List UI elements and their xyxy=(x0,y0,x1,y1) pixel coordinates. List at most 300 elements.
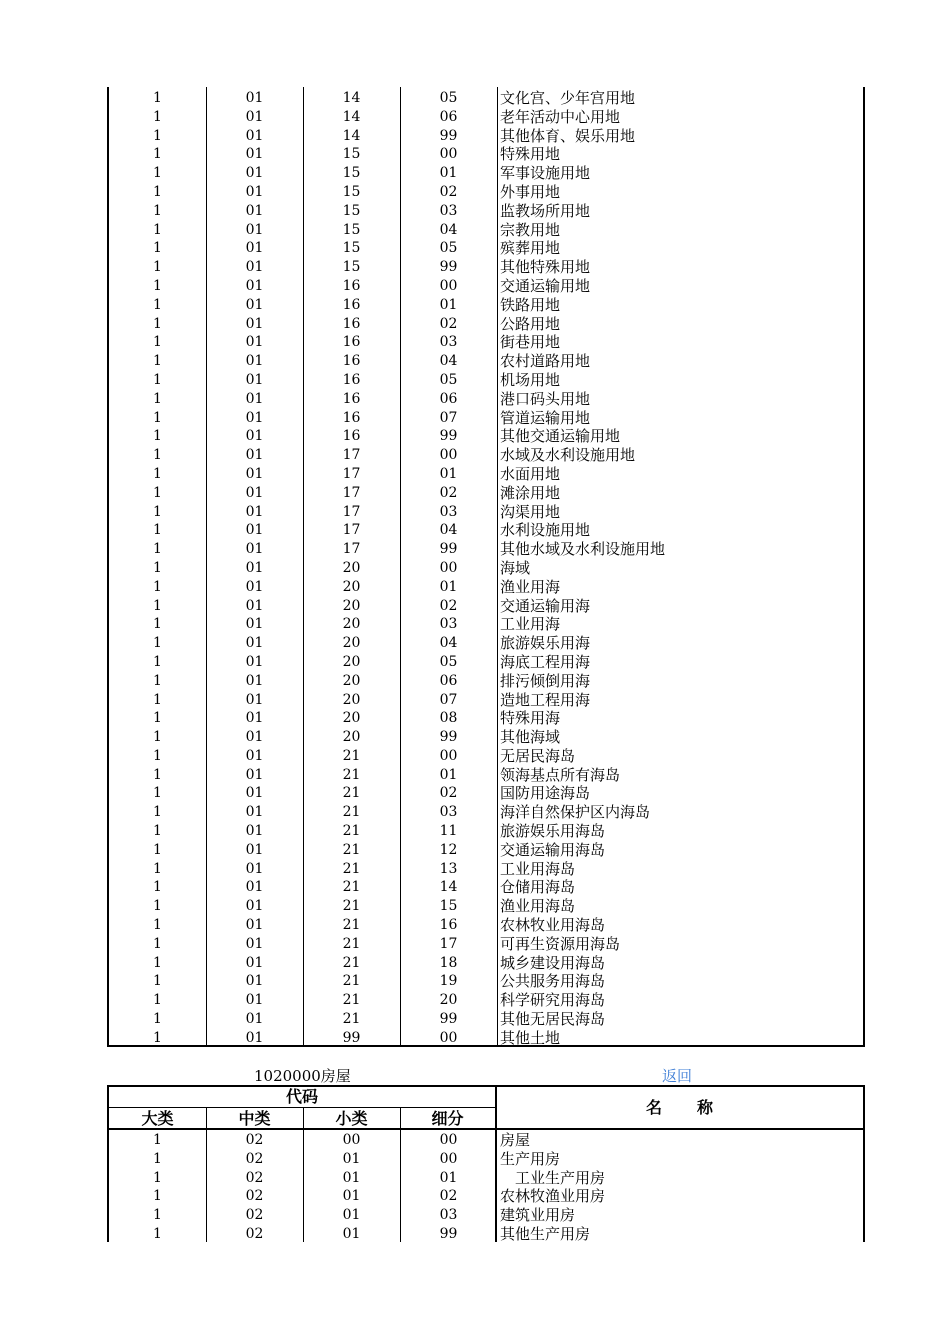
cell-middle: 01 xyxy=(245,202,264,219)
cell-major: 1 xyxy=(153,108,162,125)
cell-minor: 17 xyxy=(342,484,361,501)
cell-major: 1 xyxy=(153,879,162,896)
cell-minor: 16 xyxy=(342,277,361,294)
cell-minor: 99 xyxy=(342,1029,361,1046)
cell-detail: 03 xyxy=(439,616,458,633)
cell-middle: 01 xyxy=(245,766,264,783)
cell-detail: 01 xyxy=(439,578,458,595)
cell-middle: 01 xyxy=(245,935,264,952)
cell-minor: 15 xyxy=(342,146,361,163)
cell-detail: 00 xyxy=(439,146,458,163)
cell-detail: 01 xyxy=(439,465,458,482)
cell-minor: 17 xyxy=(342,522,361,539)
cell-middle: 01 xyxy=(245,710,264,727)
cell-name: 铁路用地 xyxy=(500,295,561,314)
cell-minor: 16 xyxy=(342,371,361,388)
cell-name: 海底工程用海 xyxy=(500,652,591,671)
cell-minor: 21 xyxy=(342,879,361,896)
cell-minor: 17 xyxy=(342,447,361,464)
cell-middle: 01 xyxy=(245,879,264,896)
cell-major: 1 xyxy=(153,729,162,746)
table-row xyxy=(109,1169,863,1188)
cell-major: 1 xyxy=(153,296,162,313)
cell-middle: 01 xyxy=(245,898,264,915)
cell-name: 城乡建设用海岛 xyxy=(500,953,606,972)
cell-middle: 01 xyxy=(245,183,264,200)
cell-minor: 21 xyxy=(342,898,361,915)
cell-middle: 01 xyxy=(245,823,264,840)
cell-minor: 01 xyxy=(342,1150,361,1167)
cell-major: 1 xyxy=(153,90,162,106)
cell-minor: 17 xyxy=(342,503,361,520)
cell-major: 1 xyxy=(153,1169,162,1186)
cell-minor: 20 xyxy=(342,710,361,727)
cell-detail: 02 xyxy=(439,785,458,802)
cell-name: 农林牧业用海岛 xyxy=(500,916,606,935)
cell-detail: 03 xyxy=(439,202,458,219)
cell-minor: 15 xyxy=(342,183,361,200)
cell-detail: 99 xyxy=(439,541,458,558)
cell-detail: 03 xyxy=(439,804,458,821)
cell-major: 1 xyxy=(153,710,162,727)
table-row xyxy=(109,878,863,897)
cell-name: 造地工程用海 xyxy=(500,690,591,709)
table-row xyxy=(109,390,863,409)
cell-middle: 01 xyxy=(245,315,264,332)
cell-middle: 01 xyxy=(245,371,264,388)
cell-name: 街巷用地 xyxy=(500,333,561,352)
cell-detail: 20 xyxy=(439,992,458,1009)
cell-major: 1 xyxy=(153,578,162,595)
cell-detail: 99 xyxy=(439,127,458,144)
cell-detail: 01 xyxy=(439,165,458,182)
cell-detail: 03 xyxy=(439,1207,458,1224)
cell-major: 1 xyxy=(153,522,162,539)
cell-major: 1 xyxy=(153,747,162,764)
cell-major: 1 xyxy=(153,1207,162,1224)
cell-middle: 02 xyxy=(245,1225,264,1242)
cell-middle: 02 xyxy=(245,1150,264,1167)
cell-detail: 14 xyxy=(439,879,458,896)
cell-name: 公路用地 xyxy=(500,314,561,333)
cell-middle: 01 xyxy=(245,428,264,445)
land-code-rows xyxy=(109,89,863,1048)
cell-middle: 01 xyxy=(245,522,264,539)
cell-minor: 00 xyxy=(342,1132,361,1148)
cell-major: 1 xyxy=(153,672,162,689)
cell-middle: 02 xyxy=(245,1207,264,1224)
cell-detail: 01 xyxy=(439,1169,458,1186)
cell-minor: 20 xyxy=(342,616,361,633)
cell-detail: 00 xyxy=(439,447,458,464)
cell-name: 工业用海岛 xyxy=(500,859,576,878)
cell-middle: 01 xyxy=(245,259,264,276)
cell-name: 机场用地 xyxy=(500,370,561,389)
cell-major: 1 xyxy=(153,183,162,200)
cell-name: 宗教用地 xyxy=(500,220,561,239)
table-row xyxy=(109,1010,863,1029)
cell-minor: 16 xyxy=(342,296,361,313)
table-row xyxy=(109,1206,863,1225)
cell-name: 交通运输用海 xyxy=(500,596,591,615)
table-row xyxy=(109,916,863,935)
cell-middle: 01 xyxy=(245,165,264,182)
cell-major: 1 xyxy=(153,954,162,971)
cell-middle: 01 xyxy=(245,503,264,520)
table-row xyxy=(109,89,863,108)
cell-name: 其他生产用房 xyxy=(500,1224,591,1243)
cell-detail: 02 xyxy=(439,597,458,614)
table-row xyxy=(109,935,863,954)
cell-detail: 07 xyxy=(439,409,458,426)
cell-name: 旅游娱乐用海岛 xyxy=(500,822,606,841)
cell-minor: 16 xyxy=(342,353,361,370)
table-row xyxy=(109,822,863,841)
cell-name: 其他无居民海岛 xyxy=(500,1010,606,1029)
cell-major: 1 xyxy=(153,353,162,370)
table-row xyxy=(109,559,863,578)
table-row xyxy=(109,691,863,710)
cell-minor: 20 xyxy=(342,597,361,614)
cell-minor: 21 xyxy=(342,1011,361,1028)
table-row xyxy=(109,296,863,315)
table-row xyxy=(109,258,863,277)
cell-detail: 17 xyxy=(439,935,458,952)
cell-detail: 00 xyxy=(439,747,458,764)
cell-middle: 01 xyxy=(245,672,264,689)
cell-detail: 13 xyxy=(439,860,458,877)
cell-major: 1 xyxy=(153,691,162,708)
cell-major: 1 xyxy=(153,447,162,464)
table-row xyxy=(109,897,863,916)
cell-name: 其他土地 xyxy=(500,1028,561,1047)
cell-detail: 02 xyxy=(439,1188,458,1205)
cell-middle: 01 xyxy=(245,390,264,407)
cell-detail: 05 xyxy=(439,653,458,670)
table-row xyxy=(109,145,863,164)
cell-name: 建筑业用房 xyxy=(500,1206,576,1225)
cell-detail: 15 xyxy=(439,898,458,915)
cell-name: 特殊用地 xyxy=(500,145,561,164)
cell-major: 1 xyxy=(153,1225,162,1242)
table-row xyxy=(109,1029,863,1048)
cell-minor: 21 xyxy=(342,917,361,934)
cell-name: 国防用途海岛 xyxy=(500,784,591,803)
cell-minor: 20 xyxy=(342,672,361,689)
cell-major: 1 xyxy=(153,917,162,934)
cell-middle: 01 xyxy=(245,1011,264,1028)
cell-name: 港口码头用地 xyxy=(500,389,591,408)
cell-name: 渔业用海 xyxy=(500,577,561,596)
cell-major: 1 xyxy=(153,390,162,407)
cell-name: 监教场所用地 xyxy=(500,201,591,220)
table-row xyxy=(109,409,863,428)
cell-minor: 20 xyxy=(342,653,361,670)
cell-detail: 02 xyxy=(439,315,458,332)
cell-minor: 21 xyxy=(342,935,361,952)
table-row xyxy=(109,803,863,822)
cell-minor: 21 xyxy=(342,860,361,877)
cell-name: 外事用地 xyxy=(500,182,561,201)
cell-middle: 01 xyxy=(245,541,264,558)
cell-minor: 20 xyxy=(342,691,361,708)
cell-major: 1 xyxy=(153,1188,162,1205)
cell-detail: 99 xyxy=(439,259,458,276)
cell-name: 管道运输用地 xyxy=(500,408,591,427)
cell-detail: 04 xyxy=(439,353,458,370)
cell-major: 1 xyxy=(153,465,162,482)
housing-code-table xyxy=(107,1085,865,1242)
cell-major: 1 xyxy=(153,428,162,445)
cell-minor: 14 xyxy=(342,127,361,144)
cell-minor: 21 xyxy=(342,954,361,971)
table-row xyxy=(109,277,863,296)
cell-minor: 21 xyxy=(342,747,361,764)
cell-middle: 02 xyxy=(245,1188,264,1205)
cell-middle: 01 xyxy=(245,108,264,125)
table-row xyxy=(109,860,863,879)
table-row xyxy=(109,954,863,973)
header-minor: 小类 xyxy=(335,1109,368,1128)
cell-minor: 01 xyxy=(342,1207,361,1224)
cell-major: 1 xyxy=(153,371,162,388)
cell-middle: 01 xyxy=(245,447,264,464)
table-row xyxy=(109,766,863,785)
header-name: 名 称 xyxy=(645,1098,714,1117)
cell-detail: 11 xyxy=(439,823,458,840)
table-row xyxy=(109,202,863,221)
table-row xyxy=(109,784,863,803)
table-row xyxy=(109,108,863,127)
cell-minor: 01 xyxy=(342,1188,361,1205)
cell-middle: 01 xyxy=(245,578,264,595)
table-row xyxy=(109,1131,863,1150)
cell-middle: 01 xyxy=(245,240,264,257)
cell-major: 1 xyxy=(153,1150,162,1167)
table-row xyxy=(109,1225,863,1244)
table-row xyxy=(109,747,863,766)
table-row xyxy=(109,371,863,390)
table-row xyxy=(109,484,863,503)
cell-name: 水域及水利设施用地 xyxy=(500,446,636,465)
table-row xyxy=(109,1187,863,1206)
table-row xyxy=(109,634,863,653)
cell-detail: 18 xyxy=(439,954,458,971)
table-row xyxy=(109,672,863,691)
cell-middle: 01 xyxy=(245,484,264,501)
cell-detail: 07 xyxy=(439,691,458,708)
cell-detail: 03 xyxy=(439,334,458,351)
cell-major: 1 xyxy=(153,616,162,633)
cell-name: 交通运输用海岛 xyxy=(500,840,606,859)
cell-detail: 04 xyxy=(439,221,458,238)
cell-name: 海洋自然保护区内海岛 xyxy=(500,803,651,822)
cell-minor: 21 xyxy=(342,841,361,858)
cell-major: 1 xyxy=(153,221,162,238)
cell-middle: 01 xyxy=(245,729,264,746)
cell-major: 1 xyxy=(153,202,162,219)
cell-name: 交通运输用地 xyxy=(500,276,591,295)
cell-name: 工业生产用房 xyxy=(500,1168,606,1187)
cell-middle: 01 xyxy=(245,747,264,764)
cell-minor: 21 xyxy=(342,823,361,840)
cell-minor: 15 xyxy=(342,221,361,238)
cell-minor: 21 xyxy=(342,785,361,802)
section-caption: 1020000房屋 xyxy=(254,1067,351,1085)
cell-minor: 16 xyxy=(342,315,361,332)
table-row xyxy=(109,991,863,1010)
table-row xyxy=(109,127,863,146)
cell-name: 特殊用海 xyxy=(500,709,561,728)
cell-middle: 01 xyxy=(245,597,264,614)
land-code-table xyxy=(107,87,865,1047)
cell-middle: 01 xyxy=(245,277,264,294)
cell-middle: 01 xyxy=(245,616,264,633)
table-row xyxy=(109,239,863,258)
cell-name: 其他海域 xyxy=(500,728,561,747)
cell-minor: 20 xyxy=(342,559,361,576)
table-row xyxy=(109,578,863,597)
cell-minor: 14 xyxy=(342,90,361,106)
cell-minor: 21 xyxy=(342,766,361,783)
cell-major: 1 xyxy=(153,409,162,426)
cell-minor: 15 xyxy=(342,240,361,257)
cell-detail: 06 xyxy=(439,108,458,125)
table-row xyxy=(109,164,863,183)
table-row xyxy=(109,503,863,522)
cell-detail: 99 xyxy=(439,1225,458,1242)
table-row xyxy=(109,221,863,240)
housing-code-rows xyxy=(109,1131,863,1244)
cell-major: 1 xyxy=(153,992,162,1009)
cell-minor: 17 xyxy=(342,465,361,482)
cell-major: 1 xyxy=(153,653,162,670)
cell-minor: 01 xyxy=(342,1225,361,1242)
cell-middle: 01 xyxy=(245,1029,264,1046)
cell-major: 1 xyxy=(153,1132,162,1148)
cell-middle: 02 xyxy=(245,1169,264,1186)
cell-detail: 01 xyxy=(439,296,458,313)
cell-minor: 16 xyxy=(342,334,361,351)
cell-detail: 12 xyxy=(439,841,458,858)
cell-detail: 08 xyxy=(439,710,458,727)
cell-major: 1 xyxy=(153,766,162,783)
cell-minor: 15 xyxy=(342,259,361,276)
cell-middle: 01 xyxy=(245,917,264,934)
cell-name: 海域 xyxy=(500,558,531,577)
header-major: 大类 xyxy=(141,1109,174,1128)
cell-name: 其他体育、娱乐用地 xyxy=(500,126,636,145)
cell-major: 1 xyxy=(153,484,162,501)
cell-name: 农林牧渔业用房 xyxy=(500,1187,606,1206)
cell-middle: 01 xyxy=(245,973,264,990)
cell-middle: 01 xyxy=(245,221,264,238)
cell-detail: 06 xyxy=(439,672,458,689)
table-row xyxy=(109,315,863,334)
cell-name: 水利设施用地 xyxy=(500,521,591,540)
cell-detail: 99 xyxy=(439,428,458,445)
cell-minor: 21 xyxy=(342,992,361,1009)
cell-detail: 00 xyxy=(439,1132,458,1148)
cell-minor: 16 xyxy=(342,390,361,407)
header-code: 代码 xyxy=(285,1087,318,1106)
table-row xyxy=(109,352,863,371)
cell-major: 1 xyxy=(153,804,162,821)
cell-name: 科学研究用海岛 xyxy=(500,991,606,1010)
cell-name: 工业用海 xyxy=(500,615,561,634)
cell-detail: 04 xyxy=(439,522,458,539)
cell-detail: 16 xyxy=(439,917,458,934)
cell-minor: 14 xyxy=(342,108,361,125)
table-row xyxy=(109,465,863,484)
table-row xyxy=(109,728,863,747)
cell-name: 其他水域及水利设施用地 xyxy=(500,540,666,559)
cell-minor: 20 xyxy=(342,578,361,595)
cell-minor: 21 xyxy=(342,973,361,990)
cell-minor: 16 xyxy=(342,409,361,426)
cell-major: 1 xyxy=(153,559,162,576)
cell-name: 房屋 xyxy=(500,1131,531,1149)
table-row xyxy=(109,709,863,728)
cell-name: 可再生资源用海岛 xyxy=(500,934,621,953)
cell-major: 1 xyxy=(153,334,162,351)
cell-name: 殡葬用地 xyxy=(500,239,561,258)
cell-name: 无居民海岛 xyxy=(500,746,576,765)
cell-name: 军事设施用地 xyxy=(500,164,591,183)
table-row xyxy=(109,446,863,465)
cell-name: 公共服务用海岛 xyxy=(500,972,606,991)
cell-middle: 01 xyxy=(245,559,264,576)
cell-minor: 17 xyxy=(342,541,361,558)
cell-name: 老年活动中心用地 xyxy=(500,107,621,126)
table-row xyxy=(109,972,863,991)
cell-minor: 20 xyxy=(342,635,361,652)
cell-middle: 01 xyxy=(245,334,264,351)
cell-middle: 01 xyxy=(245,804,264,821)
cell-middle: 01 xyxy=(245,860,264,877)
cell-major: 1 xyxy=(153,315,162,332)
cell-major: 1 xyxy=(153,898,162,915)
cell-name: 仓储用海岛 xyxy=(500,878,576,897)
cell-minor: 21 xyxy=(342,804,361,821)
table-row xyxy=(109,597,863,616)
table-row xyxy=(109,521,863,540)
cell-major: 1 xyxy=(153,146,162,163)
table-row xyxy=(109,841,863,860)
cell-name: 滩涂用地 xyxy=(500,483,561,502)
cell-detail: 05 xyxy=(439,90,458,106)
cell-name: 水面用地 xyxy=(500,464,561,483)
cell-major: 1 xyxy=(153,127,162,144)
cell-major: 1 xyxy=(153,935,162,952)
header-detail: 细分 xyxy=(431,1109,464,1128)
back-link[interactable]: 返回 xyxy=(662,1067,693,1085)
cell-middle: 01 xyxy=(245,146,264,163)
table-row xyxy=(109,183,863,202)
cell-major: 1 xyxy=(153,240,162,257)
cell-minor: 15 xyxy=(342,202,361,219)
cell-name: 农村道路用地 xyxy=(500,352,591,371)
cell-major: 1 xyxy=(153,541,162,558)
cell-major: 1 xyxy=(153,1011,162,1028)
cell-minor: 15 xyxy=(342,165,361,182)
cell-middle: 01 xyxy=(245,127,264,144)
cell-name: 其他交通运输用地 xyxy=(500,427,621,446)
header-bottom-border xyxy=(109,1128,863,1130)
cell-detail: 00 xyxy=(439,559,458,576)
cell-middle: 01 xyxy=(245,296,264,313)
cell-name: 排污倾倒用海 xyxy=(500,671,591,690)
